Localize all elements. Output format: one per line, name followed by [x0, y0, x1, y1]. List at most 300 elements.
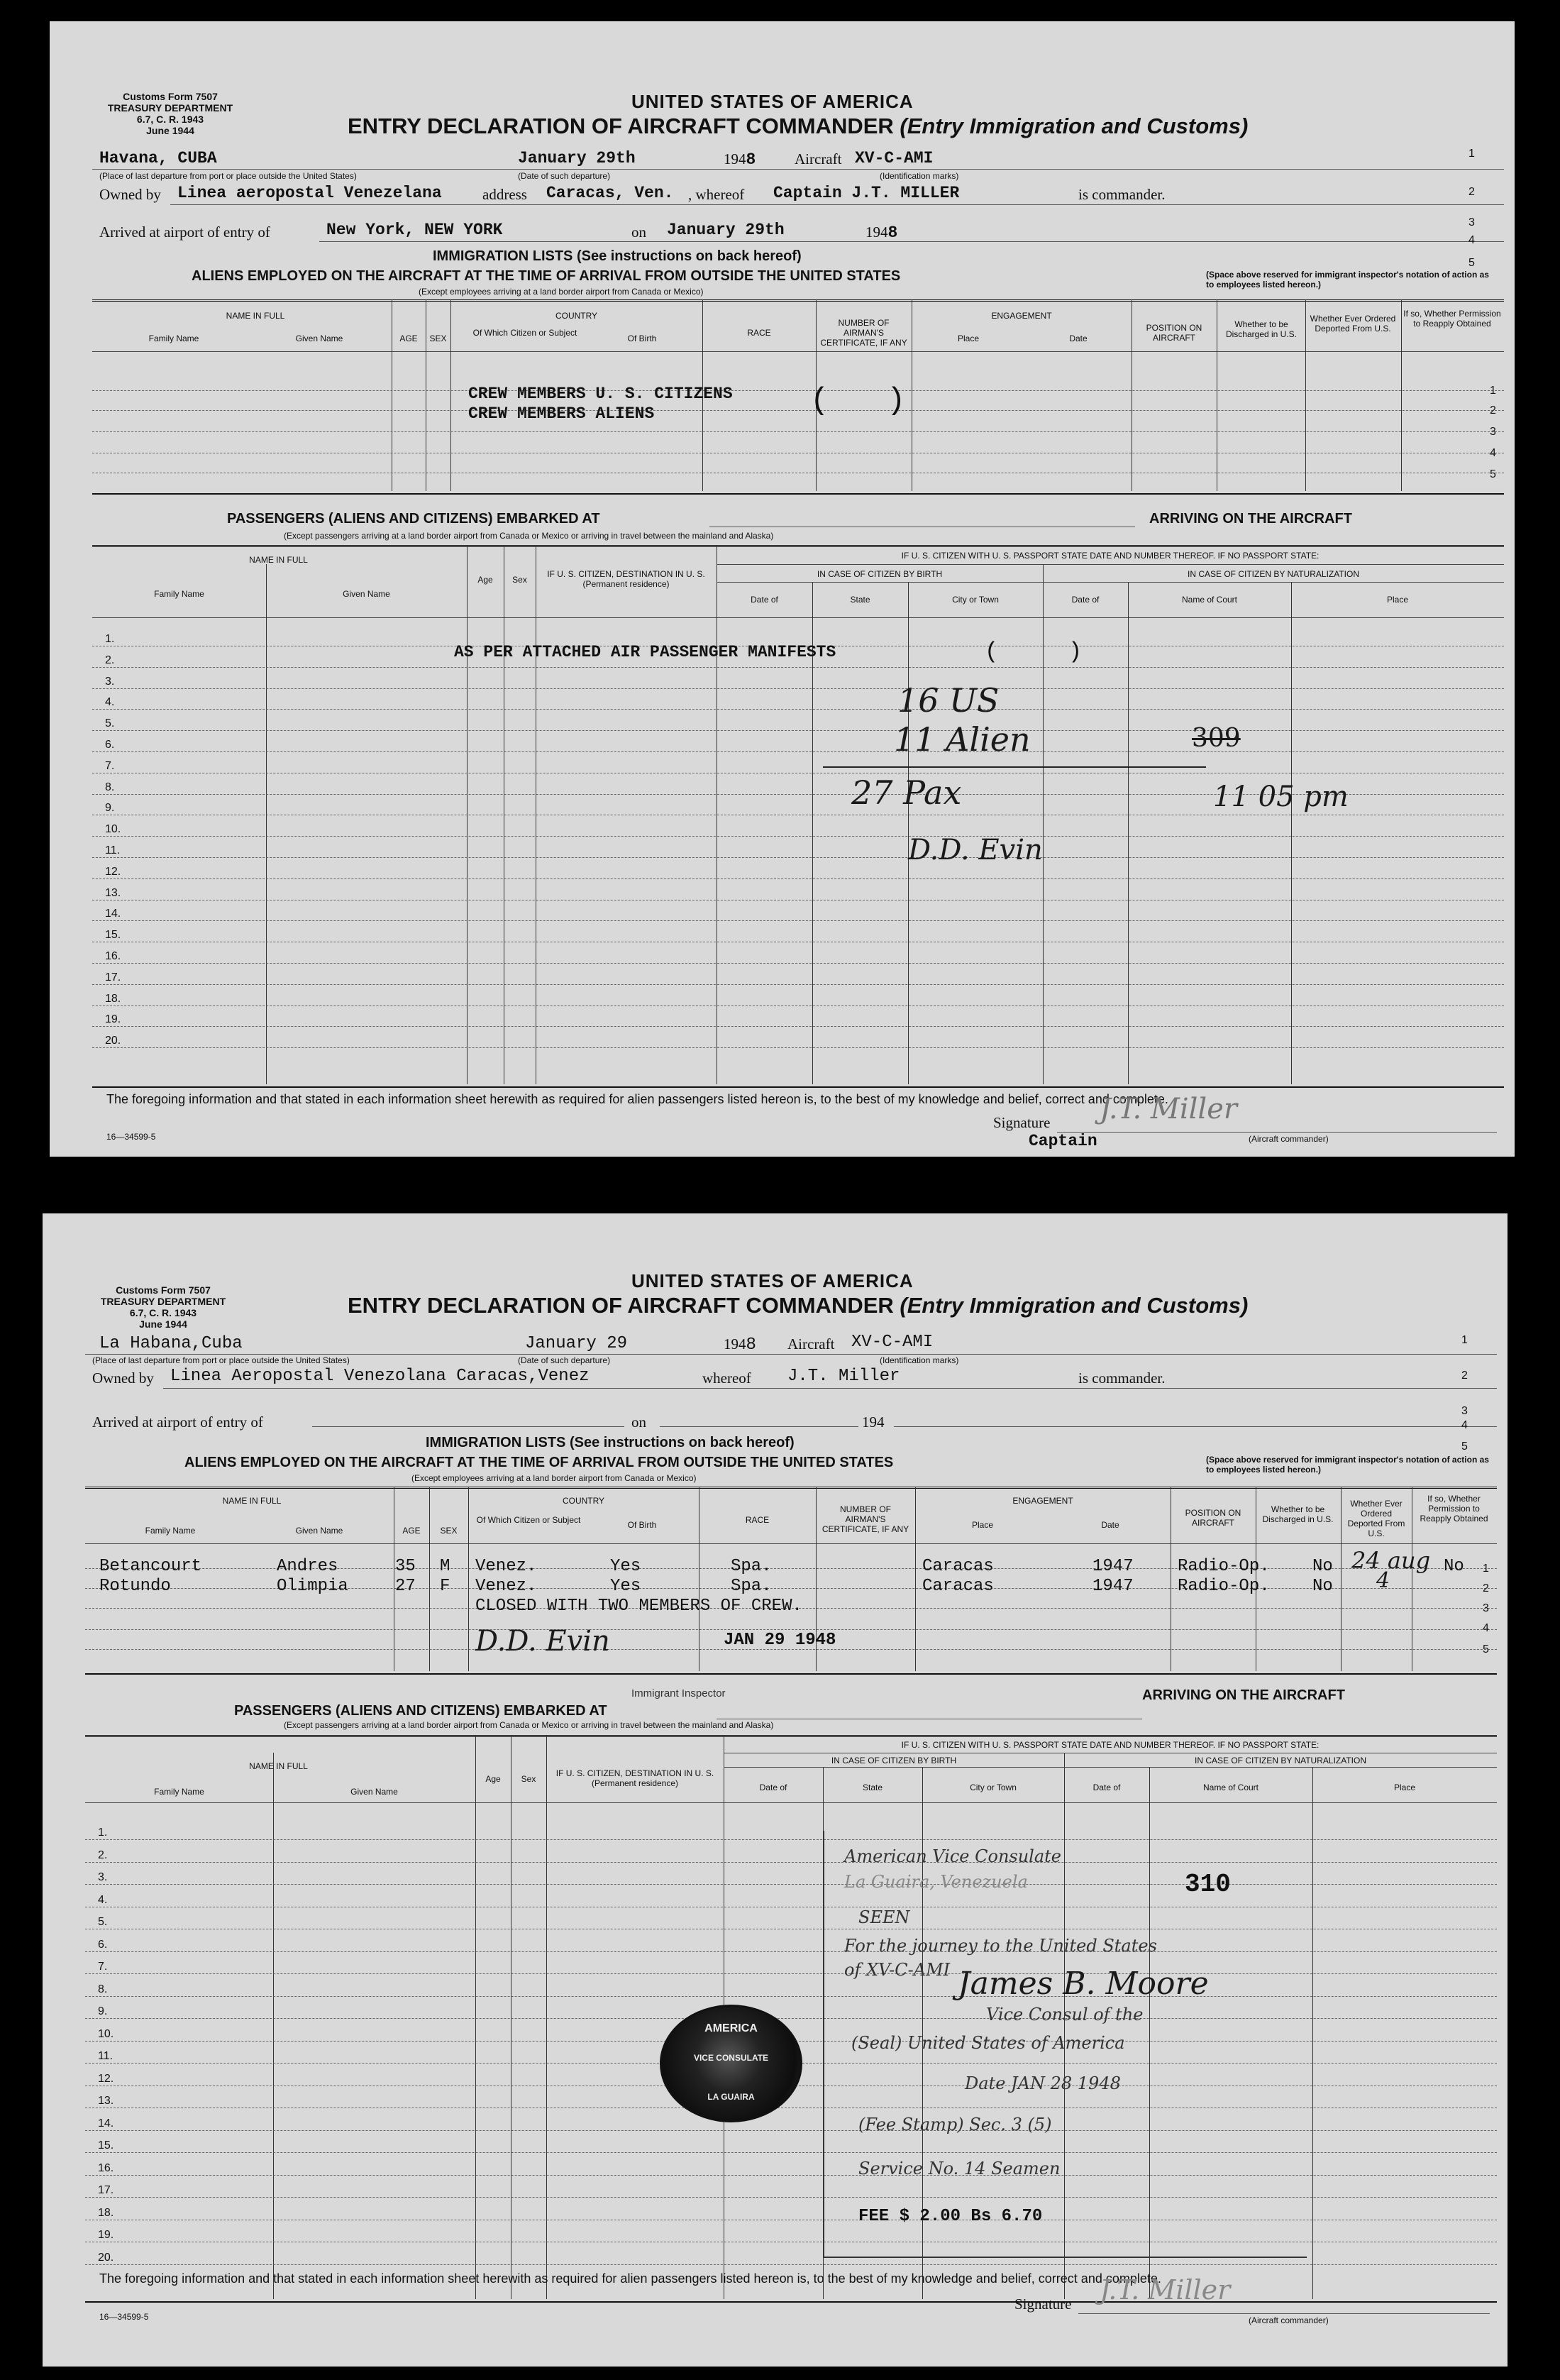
col-by-nat: IN CASE OF CITIZEN BY NATURALIZATION	[1187, 569, 1360, 579]
col-city: City or Town	[970, 1783, 1017, 1792]
col-by-nat: IN CASE OF CITIZEN BY NATURALIZATION	[1194, 1756, 1367, 1765]
row-number: 12.	[105, 865, 121, 878]
row-number: 15.	[105, 929, 121, 942]
space-note: (Space above reserved for immigrant inspector's notation of action as to employees listed hereon.)	[1206, 270, 1489, 290]
col-name-in-full: NAME IN FULL	[249, 1761, 308, 1771]
line-number: 4	[1468, 234, 1475, 246]
arrived-label: Arrived at airport of entry of	[99, 224, 270, 241]
arriving-title: ARRIVING ON THE AIRCRAFT	[1142, 1687, 1345, 1703]
col-age: Age	[485, 1774, 501, 1784]
seal-text-middle: VICE CONSULATE	[693, 2053, 769, 2063]
form-date: June 1944	[146, 125, 194, 136]
bracket-open: (	[810, 383, 829, 419]
row-rule	[92, 1047, 1504, 1048]
col-state: State	[862, 1783, 883, 1792]
row-number: 16.	[105, 950, 121, 962]
owned-by-label: Owned by	[92, 1370, 154, 1387]
visa-number: 310	[1185, 1870, 1231, 1899]
footer-statement: The foregoing information and that stated in each information sheet herewith as required for alien passengers listed hereon is, to the best of my knowledge and belief, correct and complete.	[99, 2271, 1161, 2286]
aircraft-id: XV-C-AMI	[855, 149, 934, 167]
crew-row-number: 4	[1490, 447, 1496, 459]
country-heading: UNITED STATES OF AMERICA	[631, 1270, 914, 1291]
line-number: 1	[1461, 1334, 1468, 1346]
row-rule	[92, 709, 1504, 710]
col-place: Place	[971, 1520, 994, 1530]
owner-name: Linea Aeropostal Venezolana Caracas,Venez	[170, 1367, 590, 1386]
row-number: 10.	[98, 2027, 114, 2040]
col-rule	[475, 1735, 476, 2299]
footer-statement: The foregoing information and that stated in each information sheet herewith as required for alien passengers listed hereon is, to the best of my knowledge and belief, correct and complete.	[106, 1092, 1168, 1106]
col-rule	[450, 299, 451, 491]
col-name-in-full: NAME IN FULL	[222, 1496, 282, 1506]
field-line	[170, 204, 1504, 205]
row-rule	[92, 963, 1504, 964]
owner-name: Linea aeropostal Venezelana	[177, 184, 442, 202]
crew-discharged: No	[1312, 1577, 1333, 1596]
row-rule	[92, 431, 1504, 432]
row-rule	[92, 878, 1504, 879]
crew-given: Andres	[277, 1557, 338, 1576]
row-rule	[85, 2264, 1497, 2265]
col-age: AGE	[399, 334, 418, 343]
table-rule	[85, 1543, 1497, 1544]
row-number: 19.	[105, 1013, 121, 1026]
seal-text-top: AMERICA	[704, 2022, 758, 2034]
regulation: 6.7, C. R. 1943	[129, 1307, 197, 1318]
crew-position: Radio-Op.	[1178, 1557, 1270, 1576]
col-rule	[429, 1487, 430, 1671]
col-given: Given Name	[295, 334, 343, 343]
col-rule	[1128, 582, 1129, 1084]
crew-row-number: 5	[1483, 1643, 1489, 1655]
table-rule	[717, 564, 1504, 565]
regulation: 6.7, C. R. 1943	[136, 114, 204, 125]
col-court: Name of Court	[1202, 1783, 1259, 1792]
owned-by-label: Owned by	[99, 186, 161, 203]
inspector-stamp: Immigrant Inspector	[631, 1687, 726, 1699]
col-country: COUNTRY	[555, 311, 598, 321]
col-court: Name of Court	[1181, 595, 1238, 605]
col-sex: Sex	[512, 575, 527, 585]
hand-note-time: 11 05 pm	[1213, 781, 1349, 813]
form-number: Customs Form 7507	[116, 1284, 211, 1296]
line-number: 4	[1461, 1419, 1468, 1431]
row-number: 14.	[98, 2117, 114, 2130]
field-line	[312, 1426, 624, 1427]
crew-date: 1947	[1092, 1557, 1134, 1576]
arrival-date: January 29th	[667, 221, 785, 239]
row-number: 7.	[98, 1961, 108, 1973]
caption-place: (Place of last departure from port or place outside the United States)	[99, 171, 357, 181]
form-number: Customs Form 7507	[123, 91, 218, 102]
col-sex: Sex	[521, 1774, 536, 1784]
line-number: 5	[1461, 1440, 1468, 1453]
col-age: Age	[477, 575, 493, 585]
crew-sex: M	[440, 1557, 450, 1576]
form-id-block	[78, 1284, 248, 1330]
aircraft-label: Aircraft	[787, 1335, 835, 1352]
form-title: ENTRY DECLARATION OF AIRCRAFT COMMANDER (Entry Immigration and Customs)	[348, 114, 1249, 138]
aircraft-id: XV-C-AMI	[851, 1333, 934, 1352]
crew-row-number: 1	[1483, 1563, 1489, 1575]
table-rule	[717, 582, 1504, 583]
table-rule	[92, 351, 1504, 352]
passengers-title: PASSENGERS (ALIENS AND CITIZENS) EMBARKED AT	[227, 511, 600, 527]
departure-place: La Habana,Cuba	[99, 1334, 243, 1353]
row-rule	[92, 751, 1504, 752]
col-deported: Whether Ever Ordered Deported From U.S.	[1310, 314, 1396, 334]
crew-citizen: Venez.	[475, 1577, 537, 1596]
signature-label: Signature	[1014, 2296, 1072, 2313]
col-citizen: Of Which Citizen or Subject	[472, 328, 577, 338]
caption-place: (Place of last departure from port or place outside the United States)	[92, 1355, 350, 1365]
line-number: 3	[1461, 1405, 1468, 1417]
arriving-title: ARRIVING ON THE AIRCRAFT	[1149, 511, 1352, 527]
row-number: 16.	[98, 2161, 114, 2174]
row-number: 1.	[98, 1827, 108, 1839]
hand-number: 309	[1192, 724, 1241, 753]
whereof-label: whereof	[702, 1370, 751, 1387]
row-number: 9.	[105, 802, 115, 815]
crew-deported: 24 aug	[1351, 1547, 1431, 1574]
col-rule	[273, 1753, 274, 2299]
field-line	[319, 241, 1504, 242]
row-number: 11.	[98, 2050, 114, 2062]
department: TREASURY DEPARTMENT	[107, 102, 233, 114]
col-name-in-full: NAME IN FULL	[226, 311, 285, 321]
col-rule	[266, 564, 267, 1084]
field-line	[92, 169, 1504, 170]
bracket-open: (	[985, 639, 999, 665]
col-reapply: If so, Whether Permission to Reapply Obtained	[1403, 309, 1501, 329]
crew-family: Betancourt	[99, 1557, 202, 1576]
col-family: Family Name	[145, 1526, 196, 1536]
form-code: 16—34599-5	[106, 1132, 156, 1142]
row-number: 19.	[98, 2229, 114, 2241]
commander-suffix: is commander.	[1078, 1370, 1166, 1387]
departure-place: Havana, CUBA	[99, 149, 217, 167]
row-rule	[92, 390, 1504, 391]
commander-name: J.T. Miller	[787, 1367, 900, 1386]
crew-given: Olimpia	[277, 1577, 348, 1596]
crew-place: Caracas	[922, 1577, 994, 1596]
immigration-title: IMMIGRATION LISTS (See instructions on back hereof)	[426, 1435, 795, 1450]
consular-seal	[660, 2005, 802, 2122]
consul-signature: James B. Moore	[958, 1966, 1209, 2002]
row-number: 4.	[105, 696, 115, 709]
col-date: Date	[1101, 1520, 1119, 1530]
row-number: 5.	[98, 1916, 108, 1928]
crew-row-number: 4	[1483, 1622, 1489, 1634]
row-number: 17.	[105, 971, 121, 984]
visa-fee: FEE $ 2.00 Bs 6.70	[858, 2207, 1043, 2226]
crew-family: Rotundo	[99, 1577, 171, 1596]
crew-race: Spa.	[731, 1577, 772, 1596]
col-date-of: Date of	[751, 595, 778, 605]
col-family: Family Name	[154, 589, 204, 599]
signature-caption: (Aircraft commander)	[1249, 1134, 1329, 1144]
table-rule	[85, 1802, 1497, 1803]
visa-journey: For the journey to the United States	[844, 1936, 1157, 1956]
col-rule	[1043, 564, 1044, 1084]
col-family: Family Name	[148, 334, 199, 343]
field-line	[85, 1354, 1497, 1355]
departure-date: January 29	[525, 1334, 628, 1353]
crew-citizen: Venez.	[475, 1557, 537, 1576]
row-number: 15.	[98, 2139, 114, 2152]
departure-date: January 29th	[518, 149, 636, 167]
row-number: 1.	[105, 633, 115, 645]
col-citizen: Of Which Citizen or Subject	[476, 1515, 581, 1525]
col-date: Date	[1069, 334, 1088, 343]
crew-birth: Yes	[610, 1557, 641, 1576]
col-passport: IF U. S. CITIZEN WITH U. S. PASSPORT STATE DATE AND NUMBER THEREOF. IF NO PASSPORT STATE:	[901, 551, 1320, 561]
col-discharged: Whether to be Discharged in U.S.	[1262, 1504, 1334, 1524]
aliens-subtitle: (Except employees arriving at a land border airport from Canada or Mexico)	[411, 1473, 697, 1483]
row-number: 10.	[105, 823, 121, 836]
tally-line	[823, 766, 1206, 768]
col-sex: SEX	[429, 334, 447, 343]
form-date: June 1944	[139, 1318, 187, 1330]
field-line	[163, 1388, 1497, 1389]
year-label: 1948	[724, 150, 756, 169]
caption-ident: (Identification marks)	[880, 1355, 959, 1365]
col-engagement: ENGAGEMENT	[1012, 1496, 1073, 1506]
passengers-subtitle: (Except passengers arriving at a land border airport from Canada or Mexico or arriving in travel between the mainland and Alaska)	[284, 531, 774, 541]
arrival-year: 1948	[865, 224, 898, 242]
crew-age: 27	[395, 1577, 416, 1596]
col-sex: SEX	[440, 1526, 458, 1536]
row-number: 8.	[105, 781, 115, 793]
col-country: COUNTRY	[562, 1496, 605, 1506]
row-rule	[92, 410, 1504, 411]
row-rule	[92, 730, 1504, 731]
row-number: 14.	[105, 908, 121, 920]
crew-row-number: 5	[1490, 468, 1496, 480]
closed-date: JAN 29 1948	[724, 1631, 836, 1650]
owner-address: Caracas, Ven.	[546, 184, 674, 202]
crew-row-number: 3	[1490, 426, 1496, 438]
row-number: 13.	[98, 2095, 114, 2107]
row-rule	[92, 984, 1504, 985]
col-rule	[1305, 299, 1306, 491]
crew-date: 1947	[1092, 1577, 1134, 1596]
row-number: 9.	[98, 2005, 108, 2017]
hand-note-pax: 27 Pax	[851, 773, 962, 812]
col-given: Given Name	[295, 1526, 343, 1536]
visa-seal-line: (Seal) United States of America	[851, 2033, 1125, 2053]
closed-note: CLOSED WITH TWO MEMBERS OF CREW.	[475, 1597, 802, 1616]
aliens-subtitle: (Except employees arriving at a land border airport from Canada or Mexico)	[419, 287, 704, 297]
hand-note-alien: 11 Alien	[894, 720, 1031, 759]
table-rule	[92, 617, 1504, 618]
col-date-of-nat: Date of	[1071, 595, 1100, 605]
visa-aircraft: of XV-C-AMI	[844, 1960, 951, 1980]
country-heading: UNITED STATES OF AMERICA	[631, 91, 914, 112]
arrival-port: New York, NEW YORK	[326, 221, 503, 239]
table-rule	[724, 1767, 1497, 1768]
col-birth: Of Birth	[627, 1520, 657, 1530]
col-rule	[1401, 299, 1402, 491]
crew-discharged: No	[1312, 1557, 1333, 1576]
form-title: ENTRY DECLARATION OF AIRCRAFT COMMANDER (Entry Immigration and Customs)	[348, 1293, 1249, 1318]
on-label: on	[631, 224, 646, 241]
line-number: 3	[1468, 216, 1475, 228]
form-id-block	[85, 91, 255, 136]
row-number: 7.	[105, 759, 115, 772]
col-state: State	[850, 595, 870, 605]
seal-text-bottom: LA GUAIRA	[707, 2092, 755, 2102]
signature-line	[1057, 1132, 1497, 1133]
crew-row-number: 1	[1490, 385, 1496, 397]
immigration-title: IMMIGRATION LISTS (See instructions on back hereof)	[433, 248, 802, 264]
form-sheet-1	[50, 21, 1515, 1157]
aliens-title: ALIENS EMPLOYED ON THE AIRCRAFT AT THE TIME OF ARRIVAL FROM OUTSIDE THE UNITED STATES	[184, 1455, 894, 1470]
passenger-table	[92, 545, 1504, 1088]
signature-line	[1078, 2313, 1490, 2314]
line-number: 1	[1468, 148, 1475, 160]
row-rule	[92, 920, 1504, 921]
col-certificate: NUMBER OF AIRMAN'S CERTIFICATE, IF ANY	[820, 318, 907, 348]
row-rule	[92, 836, 1504, 837]
row-number: 3.	[98, 1871, 108, 1883]
row-rule	[92, 667, 1504, 668]
col-by-birth: IN CASE OF CITIZEN BY BIRTH	[831, 1756, 957, 1765]
row-number: 6.	[98, 1938, 108, 1951]
col-rule	[915, 1487, 916, 1671]
crew-birth: Yes	[610, 1577, 641, 1596]
row-rule	[92, 688, 1504, 689]
row-number: 18.	[98, 2206, 114, 2219]
row-number: 11.	[105, 844, 121, 856]
row-rule	[85, 1629, 1497, 1630]
aliens-title: ALIENS EMPLOYED ON THE AIRCRAFT AT THE TIME OF ARRIVAL FROM OUTSIDE THE UNITED STATES	[192, 268, 901, 284]
crew-row-number: 2	[1490, 404, 1496, 417]
form-code: 16—34599-5	[99, 2312, 149, 2322]
col-certificate: NUMBER OF AIRMAN'S CERTIFICATE, IF ANY	[822, 1504, 909, 1534]
inspector-signature: D.D. Evin	[475, 1625, 610, 1658]
row-number: 2.	[98, 1849, 108, 1861]
row-number: 12.	[98, 2072, 114, 2085]
arrived-label: Arrived at airport of entry of	[92, 1414, 263, 1431]
field-line	[894, 1426, 1497, 1427]
col-date-of: Date of	[759, 1783, 787, 1792]
col-given: Given Name	[350, 1787, 398, 1797]
row-number: 8.	[98, 1983, 108, 1995]
visa-consul-title: Vice Consul of the	[986, 2005, 1144, 2024]
col-rule	[468, 1487, 469, 1671]
commander-signature: J.T. Miller	[1100, 2274, 1231, 2305]
passengers-title: PASSENGERS (ALIENS AND CITIZENS) EMBARKED AT	[234, 1703, 607, 1719]
col-rule	[546, 1735, 547, 2299]
row-number: 2.	[105, 654, 115, 666]
row-number: 3.	[105, 675, 115, 688]
col-race: RACE	[745, 1515, 770, 1525]
commander-suffix: is commander.	[1078, 186, 1166, 203]
row-number: 20.	[105, 1035, 121, 1047]
signature-label: Signature	[993, 1114, 1051, 1131]
crew-reapply: No	[1444, 1557, 1464, 1576]
line-number: 2	[1468, 186, 1475, 198]
caption-date: (Date of such departure)	[518, 171, 611, 181]
col-engagement: ENGAGEMENT	[991, 311, 1052, 321]
year-label: 1948	[724, 1335, 756, 1355]
row-number: 13.	[105, 886, 121, 899]
col-rule	[1291, 582, 1292, 1084]
col-date-of-nat: Date of	[1092, 1783, 1121, 1792]
department: TREASURY DEPARTMENT	[100, 1296, 226, 1307]
col-birth: Of Birth	[627, 334, 657, 343]
aircraft-label: Aircraft	[795, 150, 842, 167]
visa-seen: SEEN	[858, 1907, 910, 1927]
col-position: POSITION ON AIRCRAFT	[1185, 1508, 1241, 1528]
col-destination: IF U. S. CITIZEN, DESTINATION IN U. S. (Permanent residence)	[555, 1768, 714, 1788]
col-destination: IF U. S. CITIZEN, DESTINATION IN U. S. (Permanent residence)	[547, 569, 705, 589]
commander-signature: J.T. Miller	[1100, 1093, 1238, 1125]
row-number: 20.	[98, 2251, 114, 2264]
col-city: City or Town	[952, 595, 999, 605]
line-number: 2	[1461, 1370, 1468, 1382]
row-number: 4.	[98, 1893, 108, 1906]
visa-location: La Guaira, Venezuela	[844, 1872, 1028, 1892]
visa-fee-stamp: (Fee Stamp) Sec. 3 (5)	[858, 2115, 1052, 2134]
row-number: 17.	[98, 2184, 114, 2196]
col-deported: Whether Ever Ordered Deported From U.S.	[1347, 1499, 1405, 1538]
col-age: AGE	[402, 1526, 421, 1536]
crew-row-number: 3	[1483, 1602, 1489, 1614]
crew-line-aliens: CREW MEMBERS ALIENS	[468, 404, 655, 423]
crew-position: Radio-Op.	[1178, 1577, 1270, 1596]
row-number: 18.	[105, 992, 121, 1005]
crew-row-number: 2	[1483, 1582, 1489, 1594]
bracket-close: )	[887, 383, 906, 419]
caption-date: (Date of such departure)	[518, 1355, 611, 1365]
line-number: 5	[1468, 257, 1475, 269]
col-place: Place	[1393, 1783, 1416, 1792]
inspector-initials: D.D. Evin	[908, 834, 1043, 866]
col-rule	[908, 582, 909, 1084]
crew-age: 35	[395, 1557, 416, 1576]
crew-deported: 4	[1376, 1568, 1390, 1593]
form-sheet-2	[43, 1213, 1508, 2367]
signature-caption: (Aircraft commander)	[1249, 2315, 1329, 2325]
bracket-close: )	[1068, 639, 1083, 665]
crew-sex: F	[440, 1577, 450, 1596]
whereof-label: , whereof	[688, 186, 745, 203]
caption-ident: (Identification marks)	[880, 171, 959, 181]
row-rule	[92, 1026, 1504, 1027]
row-rule	[92, 857, 1504, 858]
col-passport: IF U. S. CITIZEN WITH U. S. PASSPORT STATE DATE AND NUMBER THEREOF. IF NO PASSPORT STATE:	[901, 1740, 1320, 1750]
col-place: Place	[1386, 595, 1409, 605]
col-discharged: Whether to be Discharged in U.S.	[1225, 319, 1298, 339]
col-name-in-full: NAME IN FULL	[249, 555, 308, 565]
col-place: Place	[957, 334, 980, 343]
arrival-year: 194	[862, 1414, 885, 1431]
col-given: Given Name	[343, 589, 390, 599]
space-note: (Space above reserved for immigrant inspector's notation of action as to employees listed hereon.)	[1206, 1455, 1489, 1475]
crew-line-us: CREW MEMBERS U. S. CITIZENS	[468, 385, 733, 403]
passengers-subtitle: (Except passengers arriving at a land border airport from Canada or Mexico or arriving in travel between the mainland and Alaska)	[284, 1720, 774, 1730]
col-rule	[1341, 1487, 1342, 1671]
crew-race: Spa.	[731, 1557, 772, 1576]
hand-note-us: 16 US	[897, 681, 1000, 720]
address-label: address	[482, 186, 527, 203]
visa-date: Date JAN 28 1948	[965, 2073, 1121, 2093]
row-number: 6.	[105, 739, 115, 751]
col-reapply: If so, Whether Permission to Reapply Obtained	[1420, 1494, 1488, 1524]
manifest-note: AS PER ATTACHED AIR PASSENGER MANIFESTS	[454, 643, 836, 661]
